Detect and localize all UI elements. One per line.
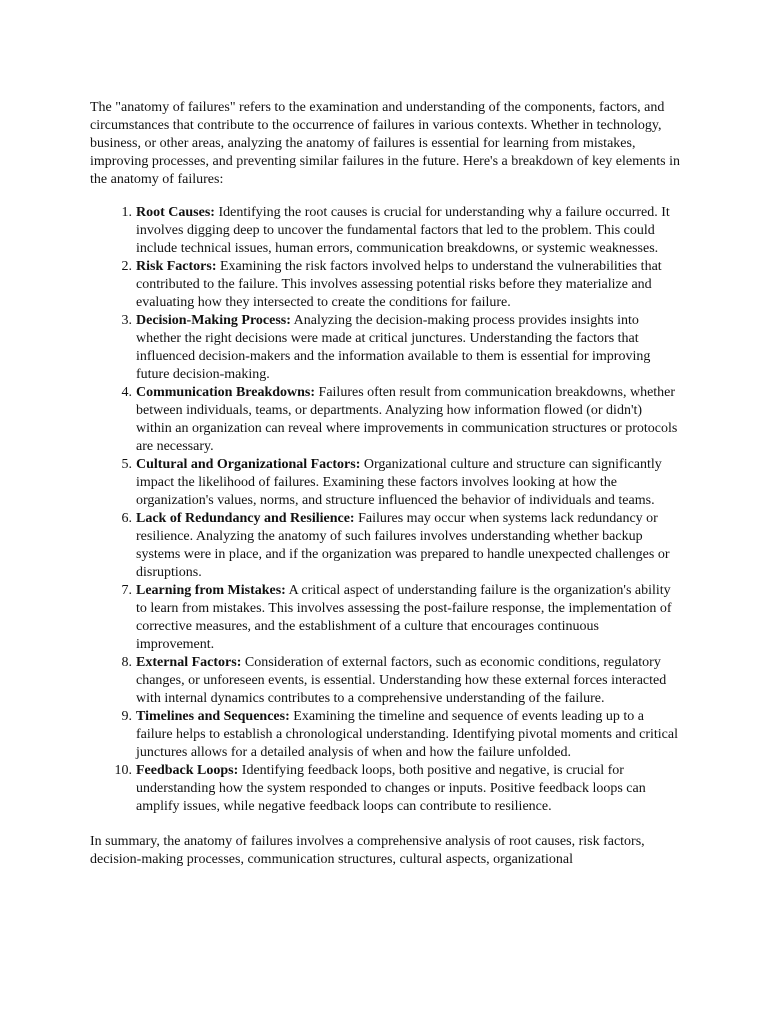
list-item-text: A critical aspect of understanding failure is the organization's ability to learn from mistakes. This involves assessing the post-failure response, the implementation of corrective measures, and the establishment of a culture that encourages continuous improvement. [136, 583, 672, 652]
list-item [121, 258, 680, 312]
list-item-text: Failures often result from communication breakdowns, whether between individuals, teams, or departments. Analyzing how information flowed (or didn't) within an organization can reveal where improvements in communication structures or protocols are necessary. [136, 385, 678, 454]
list-item [121, 456, 680, 510]
list-item-text: Analyzing the decision-making process provides insights into whether the right decisions were made at critical junctures. Understanding the factors that influenced decision-makers and the information available to them is essential for improving future decision-making. [136, 313, 651, 382]
list-item [121, 510, 680, 582]
list-item-term: Learning from Mistakes: [136, 583, 286, 598]
list-item-term: Risk Factors: [136, 259, 217, 274]
list-item-text: Examining the risk factors involved helps to understand the vulnerabilities that contributed to the failure. This involves assessing potential risks before they materialize and evaluating how they intersected to create the conditions for failure. [136, 259, 662, 310]
list-item-number: 8. [121, 655, 132, 670]
list-item-text: Failures may occur when systems lack redundancy or resilience. Analyzing the anatomy of such failures involves understanding whether backup systems were in place, and if the organization was prepared to handle unexpected challenges or disruptions. [136, 511, 670, 580]
list-item [121, 654, 680, 708]
list-item [121, 204, 680, 258]
list-item-number: 4. [121, 385, 132, 400]
list-item-term: Root Causes: [136, 205, 215, 220]
list-item-term: Decision-Making Process: [136, 313, 291, 328]
list-item [121, 582, 680, 654]
list-item-number: 9. [121, 709, 132, 724]
list-item-term: Timelines and Sequences: [136, 709, 290, 724]
list-item-term: External Factors: [136, 655, 242, 670]
list-item-text: Examining the timeline and sequence of events leading up to a failure helps to establish a chronological understanding. Identifying pivotal moments and critical junctures allows for a detailed analysis of when and how the failure unfolded. [136, 709, 678, 760]
list-item-term: Cultural and Organizational Factors: [136, 457, 361, 472]
list-item [121, 708, 680, 762]
summary-paragraph: In summary, the anatomy of failures involves a comprehensive analysis of root causes, risk factors, decision-making processes, communication structures, cultural aspects, organizational [90, 834, 645, 867]
list-item-number: 10. [114, 763, 132, 778]
intro-paragraph: The "anatomy of failures" refers to the examination and understanding of the components, factors, and circumstances that contribute to the occurrence of failures in various contexts. Whether in technology, business, or other areas, analyzing the anatomy of failures is essential for learning from mistakes, improving processes, and preventing similar failures in the future. Here's a breakdown of key elements in the anatomy of failures: [90, 100, 680, 187]
list-item [121, 312, 680, 384]
key-elements-list [90, 204, 680, 816]
list-item-text: Organizational culture and structure can significantly impact the likelihood of failures. Examining these factors involves looking at how the organization's values, norms, and structure influenced the behavior of individuals and teams. [136, 457, 662, 508]
list-item-number: 6. [121, 511, 132, 526]
list-item-term: Communication Breakdowns: [136, 385, 316, 400]
list-item-term: Feedback Loops: [136, 763, 239, 778]
list-item-text: Consideration of external factors, such as economic conditions, regulatory changes, or unforeseen events, is essential. Understanding how these external forces interacted with internal dynamics contributes to a comprehensive understanding of the failure. [136, 655, 667, 706]
list-item [121, 384, 680, 456]
list-item-number: 3. [121, 313, 132, 328]
list-item-term: Lack of Redundancy and Resilience: [136, 511, 355, 526]
list-item-number: 7. [121, 583, 132, 598]
list-item-text: Identifying feedback loops, both positive and negative, is crucial for understanding how the system responded to changes or inputs. Positive feedback loops can amplify issues, while negative feedback loops can contribute to resilience. [136, 763, 646, 814]
list-item-text: Identifying the root causes is crucial for understanding why a failure occurred. It involves digging deep to uncover the fundamental factors that led to the problem. This could include technical issues, human errors, communication breakdowns, or systemic weaknesses. [136, 205, 670, 256]
list-item [114, 762, 680, 816]
list-item-number: 2. [121, 259, 132, 274]
list-item-number: 5. [121, 457, 132, 472]
list-item-number: 1. [121, 205, 132, 220]
